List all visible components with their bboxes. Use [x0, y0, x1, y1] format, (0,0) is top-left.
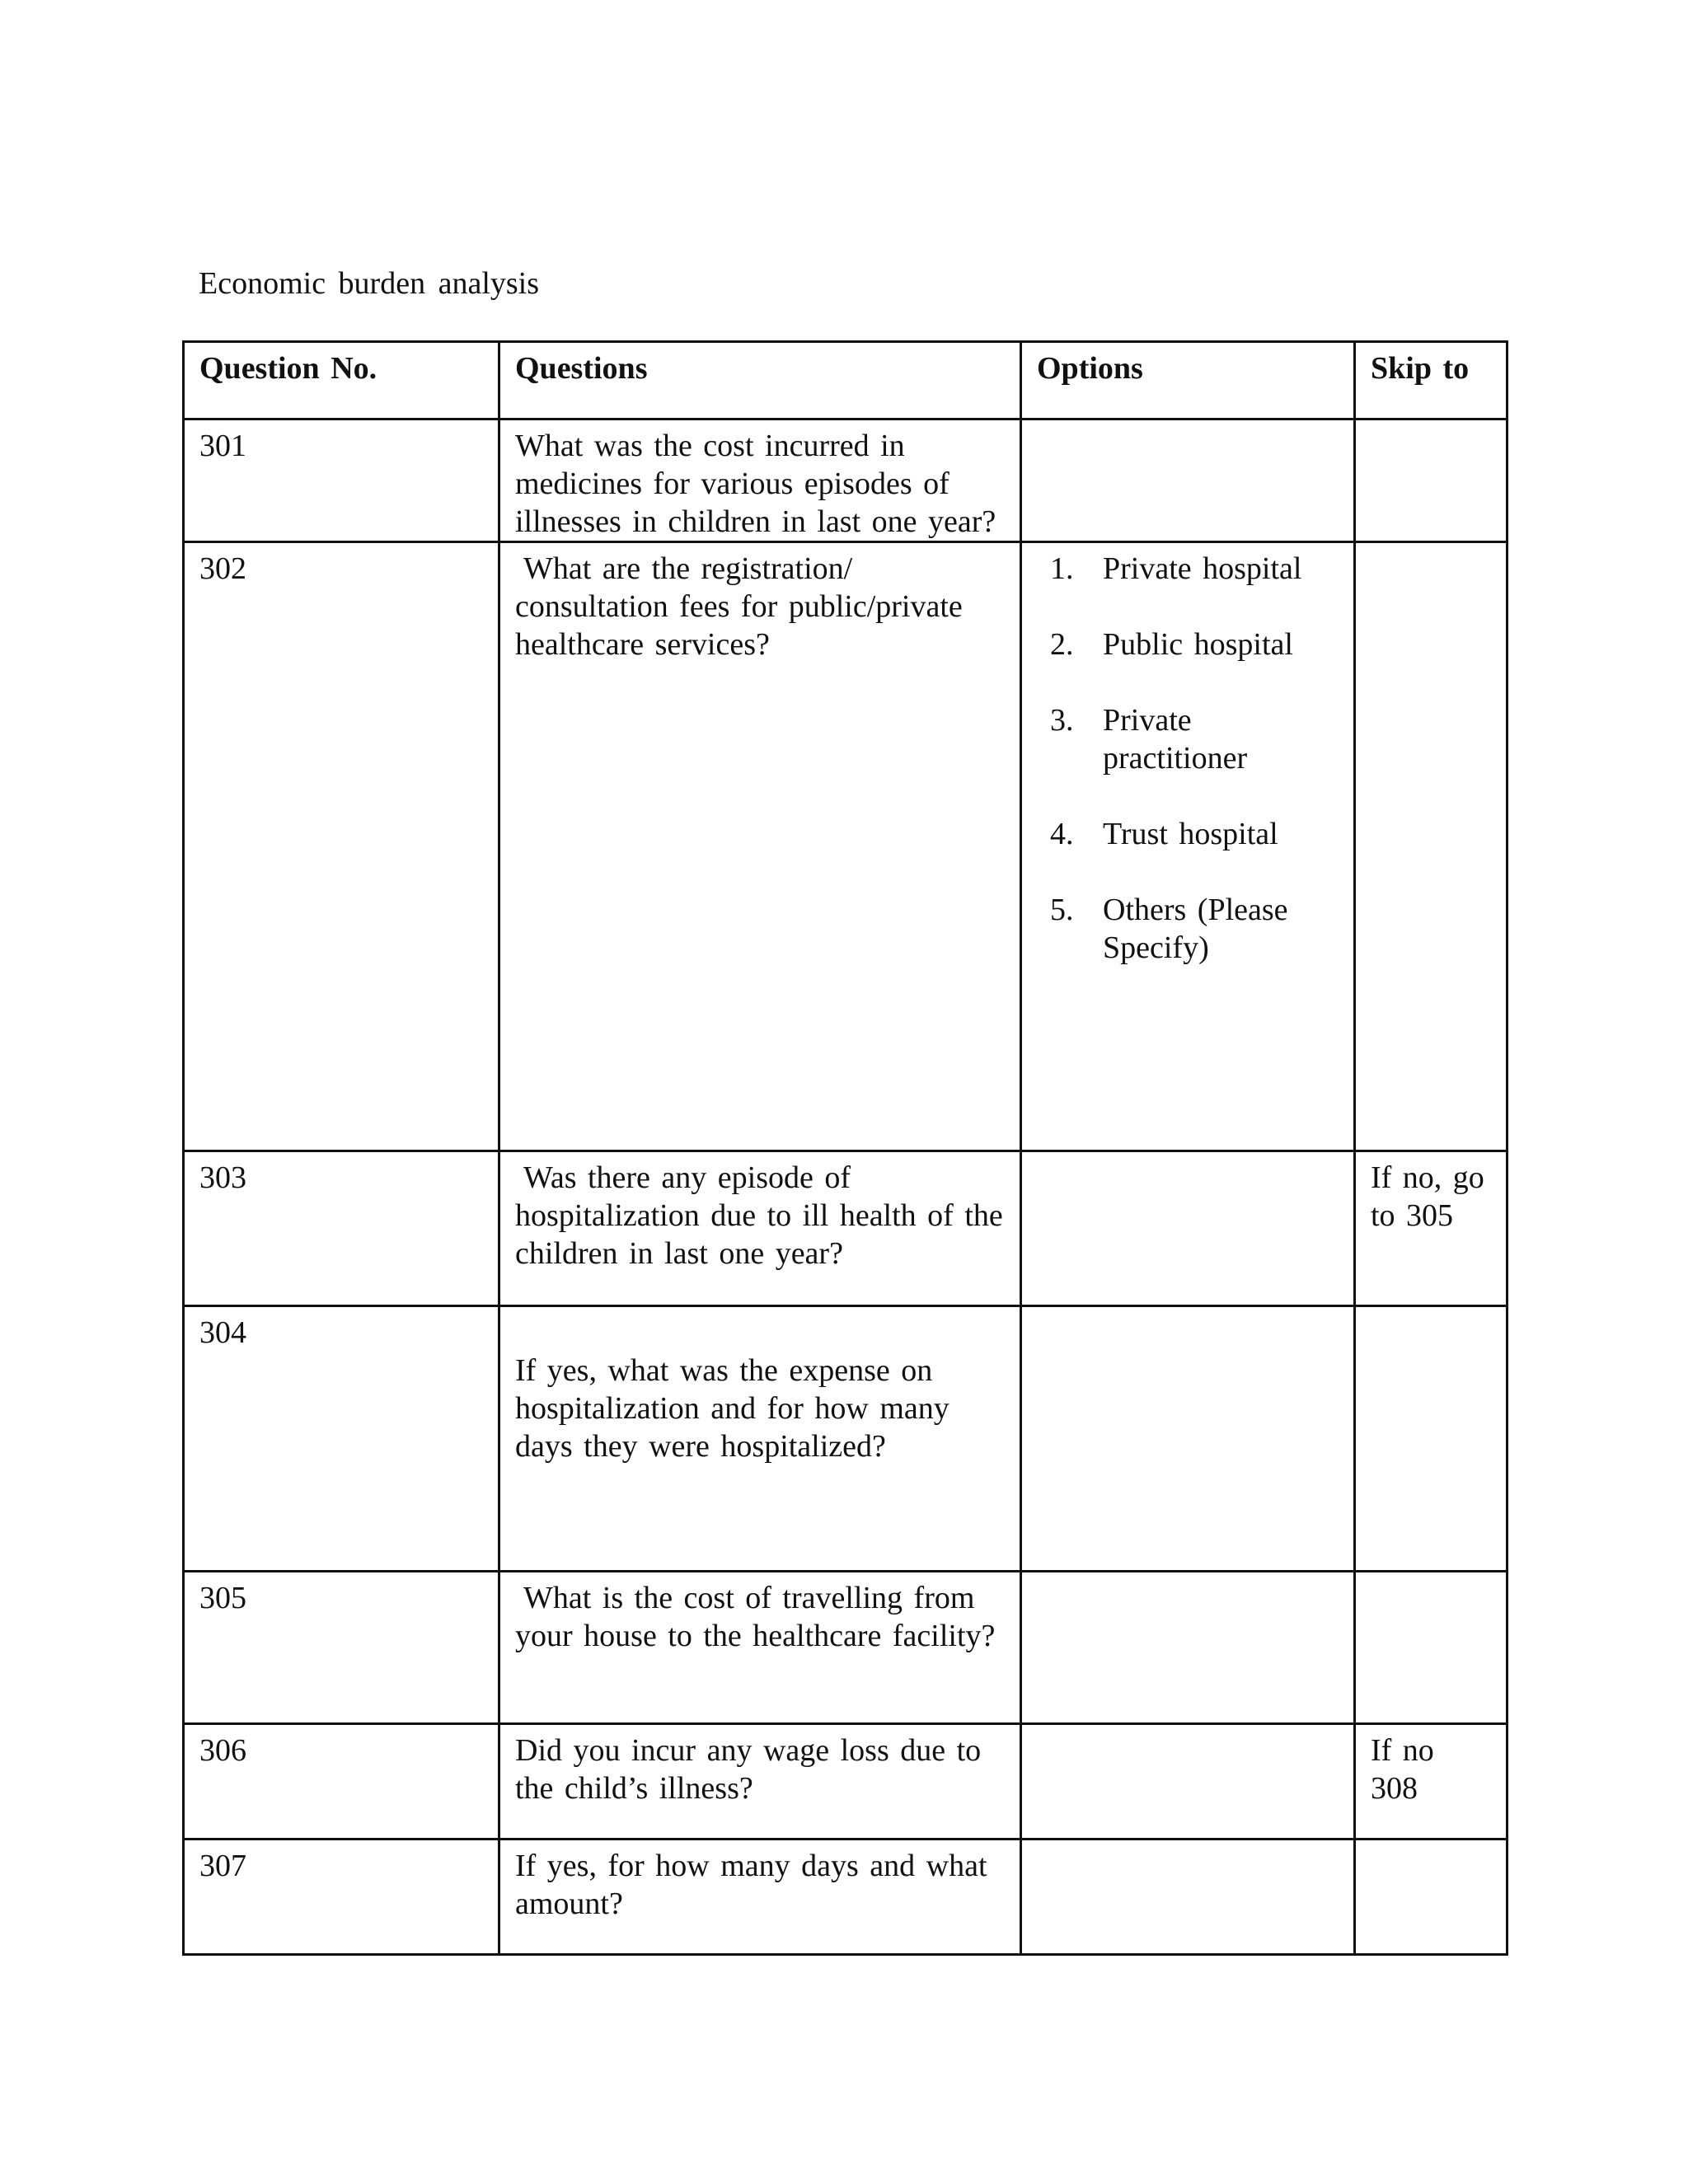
- row-options: [1021, 1840, 1355, 1955]
- option-label: Public hospital: [1103, 627, 1293, 662]
- table-row: [184, 1840, 1507, 1955]
- row-number: 301: [184, 419, 499, 542]
- options-list: [1037, 550, 1339, 967]
- row-question: [499, 542, 1021, 1151]
- row-question: If yes, for how many days and what amount?: [499, 1840, 1021, 1955]
- header-questions: Questions: [499, 342, 1021, 419]
- table-row: [184, 1572, 1507, 1724]
- option-item: 3. Private practitioner: [1050, 703, 1248, 776]
- row-options: [1021, 542, 1355, 1151]
- table-row: [184, 1151, 1507, 1306]
- option-item: 4. Trust hospital: [1050, 817, 1278, 851]
- row-number: 304: [184, 1306, 499, 1572]
- table-header-row: [184, 342, 1507, 419]
- row-skip: If no, go to 305: [1355, 1151, 1507, 1306]
- option-item: 5. Others (Please Specify): [1050, 893, 1288, 965]
- row-skip: [1355, 1572, 1507, 1724]
- option-item: 1. Private hospital: [1050, 551, 1302, 586]
- row-question-text: Was there any episode of hospitalization due to ill health of the children in last one year?: [515, 1160, 1003, 1271]
- row-number: 302: [184, 542, 499, 1151]
- header-question-no: Question No.: [184, 342, 499, 419]
- option-label: Private hospital: [1103, 551, 1302, 586]
- row-options: [1021, 1151, 1355, 1306]
- row-question: What was the cost incurred in medicines for various episodes of illnesses in children in last one year?: [499, 419, 1021, 542]
- option-label: Others (Please Specify): [1103, 893, 1288, 965]
- row-question: [499, 1572, 1021, 1724]
- row-number: 303: [184, 1151, 499, 1306]
- row-question: [499, 1151, 1021, 1306]
- row-skip: If no 308: [1355, 1724, 1507, 1840]
- option-label: Trust hospital: [1103, 817, 1278, 851]
- row-options: [1021, 1724, 1355, 1840]
- header-skip-to: Skip to: [1355, 342, 1507, 419]
- row-skip: [1355, 1306, 1507, 1572]
- header-options: Options: [1021, 342, 1355, 419]
- row-options: [1021, 419, 1355, 542]
- row-question-text: If yes, what was the expense on hospitalization and for how many days they were hospitalized?: [515, 1353, 950, 1464]
- table-row: [184, 1306, 1507, 1572]
- table-row: [184, 419, 1507, 542]
- row-question-text: What is the cost of travelling from your house to the healthcare facility?: [515, 1581, 996, 1653]
- table-row: [184, 1724, 1507, 1840]
- row-number: 307: [184, 1840, 499, 1955]
- row-options: [1021, 1306, 1355, 1572]
- table-row: [184, 542, 1507, 1151]
- row-question: Did you incur any wage loss due to the child’s illness?: [499, 1724, 1021, 1840]
- row-skip: [1355, 1840, 1507, 1955]
- row-skip: [1355, 542, 1507, 1151]
- row-question-text: What are the registration/ consultation fees for public/private healthcare services?: [515, 551, 963, 662]
- row-question: [499, 1306, 1021, 1572]
- row-options: [1021, 1572, 1355, 1724]
- option-label: Private practitioner: [1103, 703, 1248, 776]
- questionnaire-table: [182, 340, 1508, 1956]
- option-item: 2. Public hospital: [1050, 627, 1293, 662]
- row-skip: [1355, 419, 1507, 542]
- row-number: 306: [184, 1724, 499, 1840]
- page-title: Economic burden analysis: [199, 266, 540, 301]
- row-number: 305: [184, 1572, 499, 1724]
